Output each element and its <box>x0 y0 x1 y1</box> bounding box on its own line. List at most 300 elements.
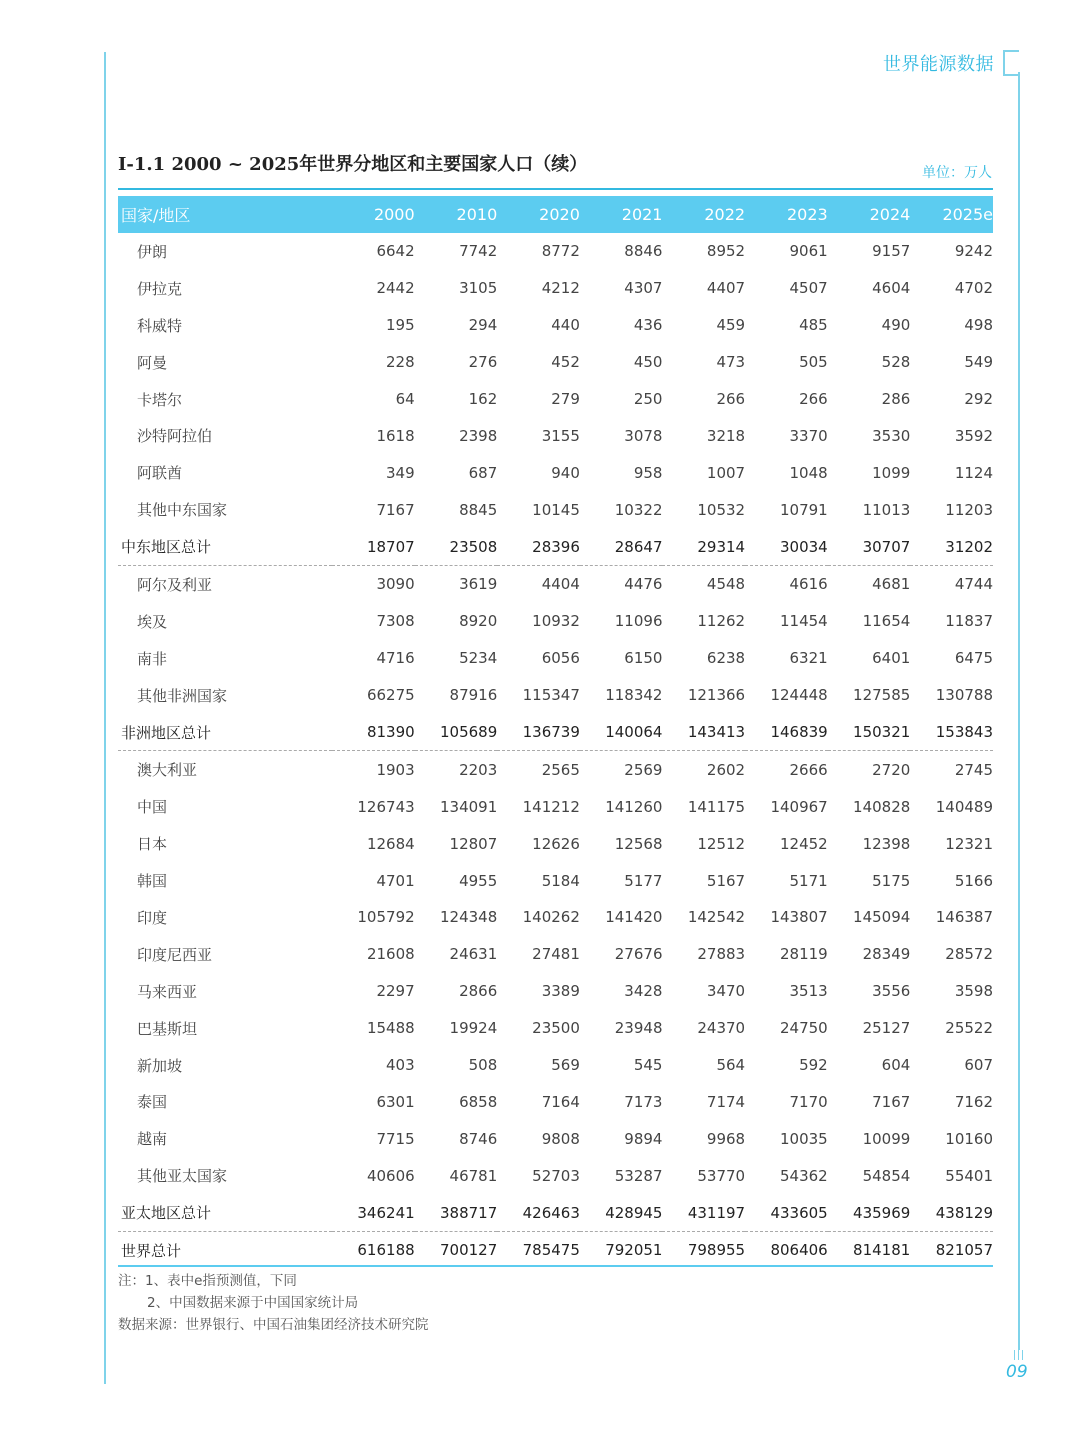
cell-value: 508 <box>468 1056 498 1075</box>
cell-value: 9242 <box>954 242 993 261</box>
column-header-region: 国家/地区 <box>118 196 332 233</box>
cell-value: 11837 <box>945 612 993 631</box>
table-header-row <box>118 196 993 233</box>
cell-value: 28572 <box>945 945 993 964</box>
cell-value: 12684 <box>366 834 415 853</box>
cell-value: 7174 <box>706 1092 746 1111</box>
cell-value: 438129 <box>910 1194 993 1231</box>
cell-value: 143807 <box>770 908 828 927</box>
cell-value: 4716 <box>376 649 415 668</box>
cell-value: 140064 <box>580 714 663 751</box>
cell-value: 12398 <box>862 834 911 853</box>
cell-value: 452 <box>551 353 580 372</box>
cell-value: 10322 <box>614 500 663 519</box>
cell-value: 140828 <box>853 797 911 816</box>
cell-value: 15488 <box>366 1019 415 1038</box>
row-label: 印度 <box>137 908 168 927</box>
cell-value: 31202 <box>910 528 993 565</box>
cell-value: 140262 <box>522 908 580 927</box>
cell-value: 9968 <box>706 1129 746 1148</box>
cell-value: 403 <box>386 1056 415 1075</box>
cell-value: 616188 <box>357 1241 415 1260</box>
cell-value: 798955 <box>687 1241 746 1260</box>
cell-value: 4407 <box>706 279 746 298</box>
cell-value: 266 <box>716 390 746 408</box>
row-label: 中国 <box>137 798 168 817</box>
cell-value: 1048 <box>789 463 828 482</box>
cell-value: 87916 <box>449 686 498 705</box>
cell-value: 604 <box>881 1056 911 1075</box>
table-title: I-1.1 2000 ~ 2025年世界分地区和主要国家人口（续） <box>118 154 588 175</box>
cell-value: 12626 <box>532 834 580 853</box>
cell-value: 2866 <box>459 982 498 1001</box>
cell-value: 6150 <box>624 649 663 668</box>
cell-value: 27676 <box>614 945 663 964</box>
cell-value: 2745 <box>954 760 993 779</box>
cell-value: 569 <box>551 1056 580 1075</box>
cell-value: 498 <box>964 316 993 335</box>
cell-value: 294 <box>468 316 498 335</box>
cell-value: 450 <box>633 353 663 372</box>
column-header-year: 2000 <box>332 196 415 233</box>
table-row <box>118 899 993 936</box>
row-label: 阿尔及利亚 <box>137 575 213 594</box>
cell-value: 250 <box>633 390 663 408</box>
cell-value: 195 <box>386 316 415 335</box>
cell-value: 105792 <box>357 908 415 927</box>
cell-value: 124448 <box>770 686 828 705</box>
row-label: 印度尼西亚 <box>137 945 213 964</box>
table-row <box>118 751 993 788</box>
cell-value: 28119 <box>779 945 828 964</box>
subtotal-row <box>118 528 993 565</box>
subtotal-row <box>118 714 993 751</box>
cell-value: 2569 <box>624 760 663 779</box>
cell-value: 143413 <box>662 714 745 751</box>
table-row <box>118 788 993 825</box>
cell-value: 11096 <box>614 612 663 631</box>
cell-value: 141420 <box>605 908 663 927</box>
row-label: 韩国 <box>137 872 168 891</box>
data-source: 数据来源：世界银行、中国石油集团经济技术研究院 <box>118 1317 429 1333</box>
cell-value: 2203 <box>459 760 498 779</box>
column-header-year: 2023 <box>745 196 828 233</box>
cell-value: 11262 <box>697 612 746 631</box>
cell-value: 4404 <box>541 575 580 594</box>
row-label: 阿曼 <box>137 353 168 372</box>
row-label: 其他中东国家 <box>137 501 228 520</box>
cell-value: 8920 <box>459 612 498 631</box>
cell-value: 18707 <box>332 528 415 565</box>
cell-value: 2442 <box>376 279 415 298</box>
cell-value: 9808 <box>541 1129 580 1148</box>
cell-value: 7715 <box>376 1129 415 1148</box>
row-label: 巴基斯坦 <box>137 1019 198 1038</box>
cell-value: 162 <box>468 390 498 408</box>
cell-value: 30034 <box>745 528 828 565</box>
cell-value: 2602 <box>706 760 746 779</box>
row-label: 新加坡 <box>137 1056 183 1075</box>
cell-value: 127585 <box>853 686 911 705</box>
cell-value: 4507 <box>789 279 828 298</box>
cell-value: 426463 <box>497 1194 580 1231</box>
cell-value: 592 <box>799 1056 828 1075</box>
cell-value: 3592 <box>954 426 993 445</box>
cell-value: 4476 <box>624 575 663 594</box>
cell-value: 53287 <box>614 1166 663 1185</box>
column-header-year: 2021 <box>580 196 663 233</box>
cell-value: 153843 <box>910 714 993 751</box>
column-header-year: 2022 <box>662 196 745 233</box>
cell-value: 8952 <box>706 242 746 261</box>
cell-value: 1099 <box>872 463 911 482</box>
cell-value: 24750 <box>779 1019 828 1038</box>
cell-value: 27883 <box>697 945 746 964</box>
cell-value: 3556 <box>872 982 911 1001</box>
cell-value: 4212 <box>541 279 580 298</box>
cell-value: 145094 <box>853 908 911 927</box>
cell-value: 3619 <box>459 575 498 594</box>
cell-value: 30707 <box>828 528 911 565</box>
cell-value: 459 <box>716 316 746 335</box>
row-label: 沙特阿拉伯 <box>137 427 213 446</box>
cell-value: 6238 <box>706 649 746 668</box>
cell-value: 12807 <box>449 834 498 853</box>
table-row <box>118 936 993 973</box>
cell-value: 435969 <box>828 1194 911 1231</box>
cell-value: 4604 <box>872 279 911 298</box>
cell-value: 4548 <box>706 575 746 594</box>
cell-value: 7173 <box>624 1092 663 1111</box>
cell-value: 64 <box>395 390 415 408</box>
cell-value: 431197 <box>662 1194 745 1231</box>
cell-value: 1618 <box>376 426 415 445</box>
cell-value: 528 <box>881 353 911 372</box>
table-row <box>118 677 993 714</box>
cell-value: 146387 <box>935 908 993 927</box>
page-tick-decoration <box>1014 1350 1015 1360</box>
row-label: 日本 <box>137 835 168 854</box>
table-row <box>118 233 993 270</box>
row-label: 阿联酋 <box>137 464 183 483</box>
cell-value: 3370 <box>789 426 828 445</box>
cell-value: 7170 <box>789 1092 828 1111</box>
cell-value: 1903 <box>376 760 415 779</box>
cell-value: 3105 <box>459 279 498 298</box>
cell-value: 6056 <box>541 649 580 668</box>
row-label: 卡塔尔 <box>137 390 183 409</box>
cell-value: 292 <box>964 390 993 408</box>
world-total-row <box>118 1232 993 1269</box>
cell-value: 4307 <box>624 279 663 298</box>
cell-value: 28396 <box>497 528 580 565</box>
cell-value: 10035 <box>779 1129 828 1148</box>
cell-value: 9061 <box>789 242 828 261</box>
cell-value: 2565 <box>541 760 580 779</box>
cell-value: 25127 <box>862 1019 911 1038</box>
cell-value: 545 <box>633 1056 663 1075</box>
cell-value: 52703 <box>532 1166 580 1185</box>
cell-value: 130788 <box>935 686 993 705</box>
cell-value: 490 <box>881 316 911 335</box>
cell-value: 276 <box>468 353 498 372</box>
cell-value: 23948 <box>614 1019 663 1038</box>
cell-value: 2666 <box>789 760 828 779</box>
cell-value: 8846 <box>624 242 663 261</box>
left-margin-rule <box>104 52 106 1384</box>
cell-value: 440 <box>551 316 580 335</box>
cell-value: 10145 <box>532 500 580 519</box>
cell-value: 7308 <box>376 612 415 631</box>
cell-value: 7742 <box>459 242 498 261</box>
cell-value: 7167 <box>376 500 415 519</box>
row-label: 科威特 <box>137 316 183 335</box>
cell-value: 4681 <box>872 575 911 594</box>
table-row <box>118 973 993 1010</box>
cell-value: 12452 <box>779 834 828 853</box>
row-label: 马来西亚 <box>137 982 198 1001</box>
cell-value: 279 <box>551 390 580 408</box>
cell-value: 115347 <box>522 686 580 705</box>
cell-value: 9894 <box>624 1129 663 1148</box>
cell-value: 140489 <box>935 797 993 816</box>
cell-value: 1124 <box>954 463 993 482</box>
cell-value: 3598 <box>954 982 993 1001</box>
cell-value: 428945 <box>580 1194 663 1231</box>
unit-label: 单位：万人 <box>922 165 992 181</box>
cell-value: 821057 <box>935 1241 993 1260</box>
row-label: 越南 <box>137 1130 168 1149</box>
cell-value: 3389 <box>541 982 580 1001</box>
cell-value: 3090 <box>376 575 415 594</box>
row-label: 中东地区总计 <box>118 528 332 565</box>
table-row <box>118 307 993 344</box>
cell-value: 814181 <box>853 1241 911 1260</box>
column-header-year: 2020 <box>497 196 580 233</box>
column-header-year: 2024 <box>828 196 911 233</box>
cell-value: 4702 <box>954 279 993 298</box>
cell-value: 25522 <box>945 1019 993 1038</box>
row-label: 泰国 <box>137 1093 168 1112</box>
cell-value: 4955 <box>459 871 498 890</box>
cell-value: 126743 <box>357 797 415 816</box>
table-row <box>118 417 993 454</box>
cell-value: 785475 <box>522 1241 580 1260</box>
right-margin-rule <box>1018 72 1020 1350</box>
cell-value: 10160 <box>945 1129 993 1148</box>
cell-value: 8746 <box>459 1129 498 1148</box>
cell-value: 12568 <box>614 834 663 853</box>
cell-value: 607 <box>964 1056 993 1075</box>
table-row <box>118 491 993 528</box>
cell-value: 700127 <box>440 1241 498 1260</box>
table-row <box>118 381 993 418</box>
cell-value: 11013 <box>862 500 911 519</box>
cell-value: 27481 <box>532 945 580 964</box>
cell-value: 24370 <box>697 1019 746 1038</box>
cell-value: 46781 <box>449 1166 498 1185</box>
cell-value: 8845 <box>459 500 498 519</box>
row-label: 伊拉克 <box>137 279 183 298</box>
cell-value: 54854 <box>862 1166 911 1185</box>
note-line: 2、中国数据来源于中国国家统计局 <box>147 1295 359 1311</box>
cell-value: 141212 <box>522 797 580 816</box>
cell-value: 3155 <box>541 426 580 445</box>
page-tick-decoration <box>1022 1350 1023 1360</box>
cell-value: 146839 <box>745 714 828 751</box>
table-row <box>118 1047 993 1084</box>
cell-value: 436 <box>633 316 663 335</box>
cell-value: 5184 <box>541 871 580 890</box>
table-row <box>118 454 993 491</box>
cell-value: 9157 <box>872 242 911 261</box>
cell-value: 55401 <box>945 1166 993 1185</box>
cell-value: 505 <box>799 353 828 372</box>
cell-value: 10932 <box>532 612 580 631</box>
table-row <box>118 1010 993 1047</box>
row-label: 其他非洲国家 <box>137 686 228 705</box>
cell-value: 4616 <box>789 575 828 594</box>
table-row <box>118 603 993 640</box>
cell-value: 136739 <box>497 714 580 751</box>
page-number: 09 <box>1006 1362 1028 1382</box>
cell-value: 7164 <box>541 1092 580 1111</box>
cell-value: 8772 <box>541 242 580 261</box>
cell-value: 687 <box>468 463 498 482</box>
table-row <box>118 1083 993 1120</box>
notes-block <box>118 1270 429 1336</box>
column-header-year: 2010 <box>415 196 498 233</box>
cell-value: 6301 <box>376 1092 415 1111</box>
cell-value: 141175 <box>687 797 746 816</box>
cell-value: 940 <box>551 463 580 482</box>
cell-value: 3530 <box>872 426 911 445</box>
table-row <box>118 270 993 307</box>
cell-value: 1007 <box>706 463 746 482</box>
row-label: 其他亚太国家 <box>137 1167 228 1186</box>
cell-value: 150321 <box>828 714 911 751</box>
note-line: 注：1、表中e指预测值，下同 <box>118 1273 297 1289</box>
cell-value: 53770 <box>697 1166 746 1185</box>
cell-value: 5166 <box>954 871 993 890</box>
cell-value: 388717 <box>415 1194 498 1231</box>
cell-value: 54362 <box>779 1166 828 1185</box>
cell-value: 6401 <box>872 649 911 668</box>
cell-value: 11654 <box>862 612 911 631</box>
subtotal-row <box>118 1194 993 1231</box>
table-row <box>118 566 993 603</box>
cell-value: 142542 <box>687 908 746 927</box>
cell-value: 5175 <box>872 871 911 890</box>
section-header: 世界能源数据 <box>883 54 994 75</box>
cell-value: 21608 <box>366 945 415 964</box>
table-row <box>118 640 993 677</box>
cell-value: 5177 <box>624 871 663 890</box>
cell-value: 23500 <box>532 1019 580 1038</box>
cell-value: 81390 <box>332 714 415 751</box>
column-header-year: 2025e <box>910 196 993 233</box>
cell-value: 12321 <box>945 834 993 853</box>
cell-value: 5234 <box>459 649 498 668</box>
row-label: 澳大利亚 <box>137 761 198 780</box>
cell-value: 3428 <box>624 982 663 1001</box>
cell-value: 7167 <box>872 1092 911 1111</box>
cell-value: 134091 <box>440 797 498 816</box>
cell-value: 3470 <box>706 982 746 1001</box>
row-label: 埃及 <box>137 612 168 631</box>
cell-value: 24631 <box>449 945 498 964</box>
cell-value: 19924 <box>449 1019 498 1038</box>
cell-value: 346241 <box>332 1194 415 1231</box>
cell-value: 141260 <box>605 797 663 816</box>
cell-value: 806406 <box>770 1241 828 1260</box>
table-body <box>118 233 993 1269</box>
cell-value: 485 <box>799 316 828 335</box>
table-row <box>118 1157 993 1194</box>
cell-value: 564 <box>716 1056 746 1075</box>
cell-value: 6321 <box>789 649 828 668</box>
cell-value: 5171 <box>789 871 828 890</box>
cell-value: 66275 <box>366 686 415 705</box>
table-row <box>118 1120 993 1157</box>
cell-value: 2297 <box>376 982 415 1001</box>
cell-value: 28647 <box>580 528 663 565</box>
population-table <box>118 196 993 1269</box>
cell-value: 28349 <box>862 945 911 964</box>
cell-value: 3078 <box>624 426 663 445</box>
cell-value: 433605 <box>745 1194 828 1231</box>
cell-value: 11454 <box>779 612 828 631</box>
cell-value: 118342 <box>605 686 663 705</box>
cell-value: 4744 <box>954 575 993 594</box>
cell-value: 4701 <box>376 871 415 890</box>
cell-value: 349 <box>386 463 415 482</box>
cell-value: 286 <box>881 390 911 408</box>
page-tick-decoration <box>1018 1350 1019 1360</box>
cell-value: 5167 <box>706 871 746 890</box>
cell-value: 11203 <box>945 500 993 519</box>
cell-value: 10532 <box>697 500 746 519</box>
cell-value: 12512 <box>697 834 746 853</box>
cell-value: 549 <box>964 353 993 372</box>
cell-value: 10791 <box>779 500 828 519</box>
cell-value: 6475 <box>954 649 993 668</box>
cell-value: 121366 <box>687 686 746 705</box>
row-label: 亚太地区总计 <box>118 1194 332 1231</box>
cell-value: 105689 <box>415 714 498 751</box>
cell-value: 40606 <box>366 1166 415 1185</box>
table-row <box>118 825 993 862</box>
table-row <box>118 344 993 381</box>
cell-value: 124348 <box>440 908 498 927</box>
cell-value: 266 <box>799 390 828 408</box>
cell-value: 140967 <box>770 797 828 816</box>
row-label: 非洲地区总计 <box>118 714 332 751</box>
row-label: 伊朗 <box>137 242 168 261</box>
cell-value: 23508 <box>415 528 498 565</box>
cell-value: 473 <box>716 353 746 372</box>
row-label: 南非 <box>137 649 168 668</box>
cell-value: 2720 <box>872 760 911 779</box>
cell-value: 6858 <box>459 1092 498 1111</box>
cell-value: 792051 <box>605 1241 663 1260</box>
cell-value: 7162 <box>954 1092 993 1111</box>
cell-value: 3218 <box>706 426 746 445</box>
table-bottom-rule <box>118 1265 993 1267</box>
cell-value: 6642 <box>376 242 415 261</box>
table-top-rule <box>118 188 993 190</box>
header-bracket-decoration <box>1003 50 1019 76</box>
